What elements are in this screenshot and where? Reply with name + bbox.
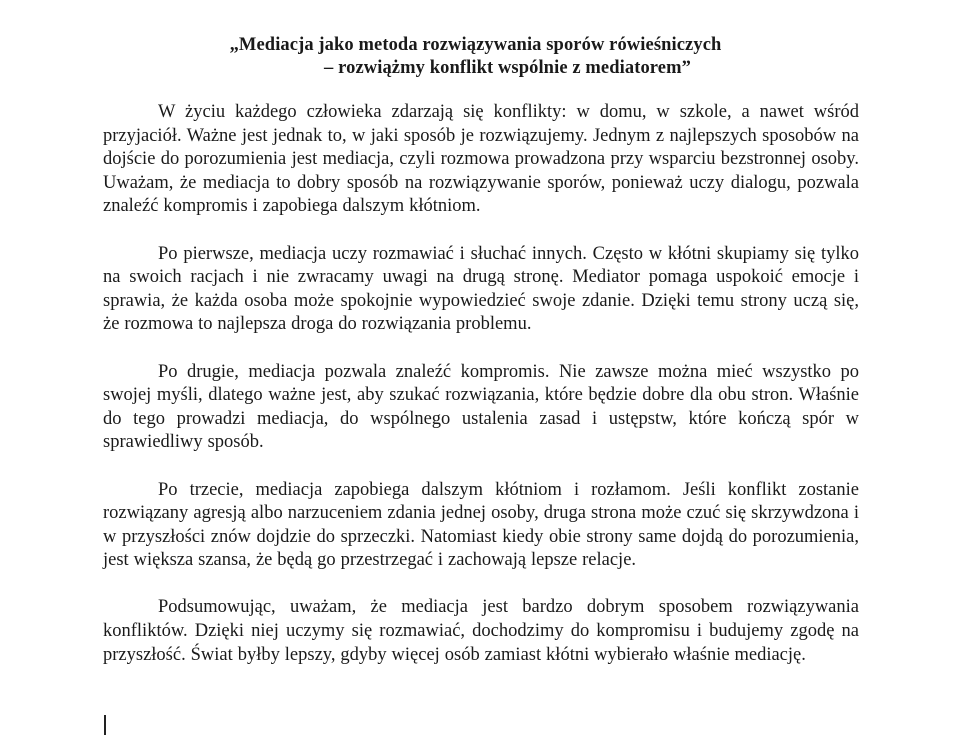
title-line-1: „Mediacja jako metoda rozwiązywania sporów rówieśniczych xyxy=(229,35,722,55)
paragraph-second-argument: Po drugie, mediacja pozwala znaleźć kompromis. Nie zawsze można mieć wszystko po swojej myśli, dlatego ważne jest, aby szukać rozwiązania, które będzie dobre dla obu stron. Właśnie do tego prowadzi mediacja, do wspólnego ustalenia zasad i ustępstw, które kończą spór w sprawiedliwy sposób. xyxy=(103,361,859,453)
paragraph-introduction: W życiu każdego człowieka zdarzają się konflikty: w domu, w szkole, a nawet wśród przyjaciół. Ważne jest jednak to, w jaki sposób je rozwiązujemy. Jednym z najlepszych sposobów na dojście do porozumienia jest mediacja, czyli rozmowa prowadzona przy wsparciu bezstronnej osoby. Uważam, że mediacja to dobry sposób na rozwiązywanie sporów, ponieważ uczy dialogu, pozwala znaleźć kompromis i zapobiega dalszym kłótniom. xyxy=(103,102,859,217)
document-title xyxy=(0,34,957,80)
paragraph-conclusion: Podsumowując, uważam, że mediacja jest bardzo dobrym sposobem rozwiązywania konfliktów. Dzięki niej uczymy się rozmawiać, dochodzimy do kompromisu i budujemy zgodę na przyszłość. Świat byłby lepszy, gdyby więcej osób zamiast kłótni wybierało właśnie mediację. xyxy=(103,597,859,665)
title-line-2: – rozwiążmy konflikt wspólnie z mediatorem” xyxy=(324,58,691,78)
paragraph-first-argument: Po pierwsze, mediacja uczy rozmawiać i słuchać innych. Często w kłótni skupiamy się tylko na swoich racjach i nie zwracamy uwagi na drugą stronę. Mediator pomaga uspokoić emocje i sprawia, że każda osoba może spokojnie wypowiedzieć swoje zdanie. Dzięki temu strony uczą się, że rozmowa to najlepsza droga do rozwiązania problemu. xyxy=(103,243,859,335)
text-cursor xyxy=(104,715,106,735)
document-body[interactable] xyxy=(103,101,859,691)
paragraph-third-argument: Po trzecie, mediacja zapobiega dalszym kłótniom i rozłamom. Jeśli konflikt zostanie rozwiązany agresją albo narzuceniem zdania jednej osoby, druga strona może czuć się skrzywdzona i w przyszłości znów dojdzie do sprzeczki. Natomiast kiedy obie strony same dojdą do porozumienia, jest większa szansa, że będą go przestrzegać i zachowają lepsze relacje. xyxy=(103,479,859,571)
